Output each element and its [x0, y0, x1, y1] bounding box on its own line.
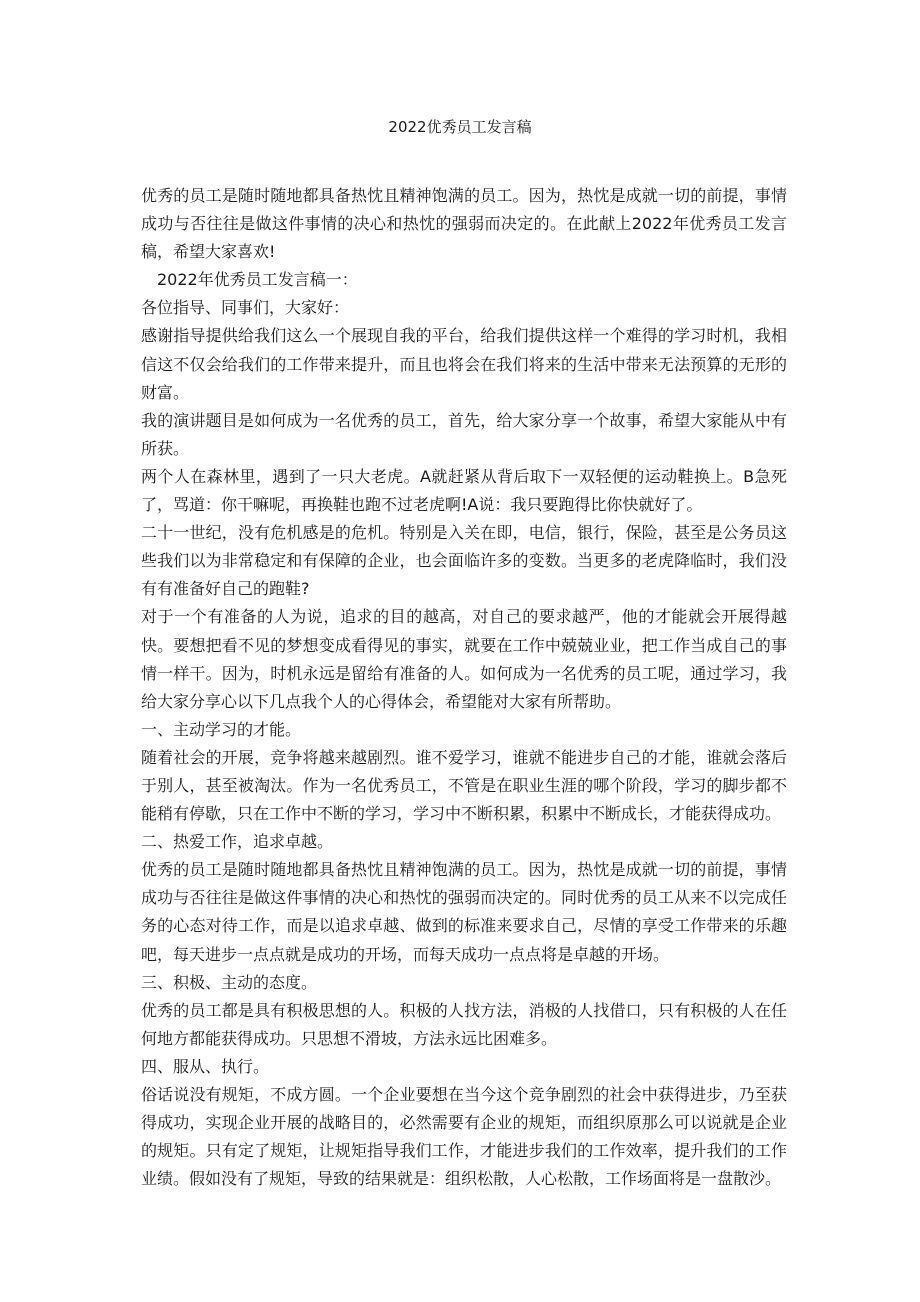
- crisis-paragraph: 二十一世纪，没有危机感是的危机。特别是入关在即，电信，银行，保险，甚至是公务员这些我们以为非常稳定和有保障的企业，也会面临许多的变数。当更多的老虎降临时，我们没有有准备好自己的跑鞋?: [141, 523, 787, 599]
- section-heading-2: 二、热爱工作，追求卓越。: [141, 832, 334, 852]
- section-body-3: 优秀的员工都是具有积极思想的人。积极的人找方法，消极的人找借口，只有积极的人在任何地方都能获得成功。只思想不滑坡，方法永远比困难多。: [141, 1000, 787, 1048]
- intro-paragraph: 优秀的员工是随时随地都具备热忱且精神饱满的员工。因为，热忱是成就一切的前提，事情成功与否往往是做这件事情的决心和热忱的强弱而决定的。在此献上2022年优秀员工发言稿，希望大家喜欢!: [141, 186, 787, 262]
- story-paragraph: 两个人在森林里，遇到了一只大老虎。A就赶紧从背后取下一双轻便的运动鞋换上。B急死了，骂道：你干嘛呢，再换鞋也跑不过老虎啊!A说：我只要跑得比你快就好了。: [141, 466, 787, 515]
- preparation-paragraph: 对于一个有准备的人为说，追求的目的越高，对自己的要求越严，他的才能就会开展得越快。要想把看不见的梦想变成看得见的事实，就要在工作中兢兢业业，把工作当成自己的事情一样干。因为，时机永远是留给有准备的人。如何成为一名优秀的员工呢，通过学习，我给大家分享心以下几点我个人的心得体会，希望能对大家有所帮助。: [141, 607, 787, 711]
- document-body: [141, 182, 787, 1193]
- greeting-paragraph: 各位指导、同事们，大家好：: [141, 298, 350, 318]
- section-body-2: 优秀的员工是随时随地都具备热忱且精神饱满的员工。因为，热忱是成就一切的前提，事情成功与否往往是做这件事情的决心和热忱的强弱而决定的。同时优秀的员工从来不以完成任务的心态对待工作，而是以追求卓越、做到的标准来要求自己，尽情的享受工作带来的乐趣吧，每天进步一点点就是成功的开场，而每天成功一点点将是卓越的开场。: [141, 860, 787, 964]
- section-heading-3: 三、积极、主动的态度。: [141, 972, 318, 992]
- topic-paragraph: 我的演讲题目是如何成为一名优秀的员工，首先，给大家分享一个故事，希望大家能从中有所获。: [141, 410, 787, 458]
- section-heading-1: 一、主动学习的才能。: [141, 719, 302, 739]
- document-title: 2022优秀员工发言稿: [388, 118, 532, 136]
- speech-heading: 2022年优秀员工发言稿一：: [157, 270, 358, 290]
- thanks-paragraph: 感谢指导提供给我们这么一个展现自我的平台，给我们提供这样一个难得的学习时机，我相信这不仅会给我们的工作带来提升，而且也将会在我们将来的生活中带来无法预算的无形的财富。: [141, 326, 787, 402]
- section-body-4: 俗话说没有规矩，不成方圆。一个企业要想在当今这个竞争剧烈的社会中获得进步，乃至获得成功，实现企业开展的战略目的，必然需要有企业的规矩，而组织原那么可以说就是企业的规矩。只有定了规矩，让规矩指导我们工作，才能进步我们的工作效率，提升我们的工作业绩。假如没有了规矩，导致的结果就是：组织松散，人心松散，工作场面将是一盘散沙。: [141, 1085, 787, 1189]
- section-body-1: 随着社会的开展，竞争将越来越剧烈。谁不爱学习，谁就不能进步自己的才能，谁就会落后于别人，甚至被淘汰。作为一名优秀员工，不管是在职业生涯的哪个阶段，学习的脚步都不能稍有停歇，只在工作中不断的学习，学习中不断积累，积累中不断成长，才能获得成功。: [141, 747, 787, 824]
- section-heading-4: 四、服从、执行。: [141, 1056, 270, 1076]
